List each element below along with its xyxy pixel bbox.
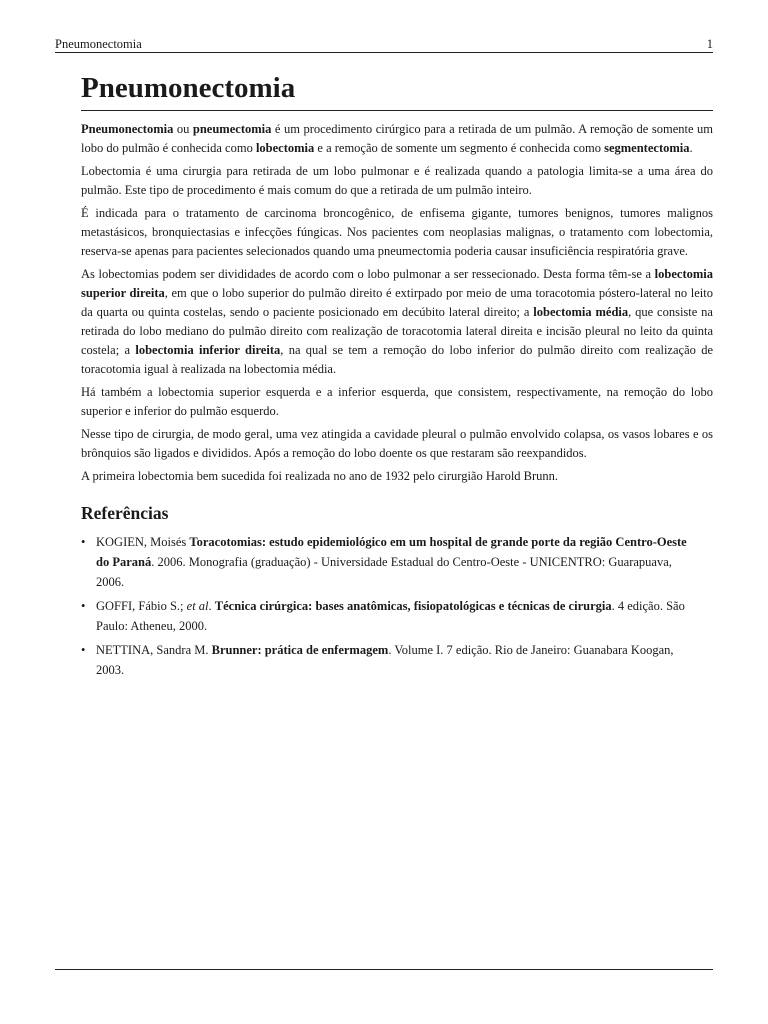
page-number: 1 — [706, 37, 713, 51]
term-segmentectomia: segmentectomia — [604, 141, 690, 155]
paragraph-indications: É indicada para o tratamento de carcinoma broncogênico, de enfisema gigante, tumores benignos, tumores malignos metastásicos, bronquiectasias e infecções fúngicas. Nos pacientes com neoplasias malignas, o tratamento com lobectomia, reserva-se apenas para pacientes selecionados quando uma pneumectomia poderia causar insuficiência respiratória grave. — [81, 206, 713, 258]
term-pneumonectomia: Pneumonectomia — [81, 122, 174, 136]
references-list — [81, 532, 713, 680]
reference-item: • NETTINA, Sandra M. Brunner: prática de enfermagem. Volume I. 7 edição. Rio de Janeiro: Guanabara Koogan, 2003. — [81, 640, 713, 680]
term-pneumectomia: pneumectomia — [192, 122, 272, 136]
page-header — [55, 36, 713, 52]
term-lobectomia-inferior-direita: lobectomia inferior direita — [135, 343, 281, 357]
paragraph-left-lobectomies: Há também a lobectomia superior esquerda e a inferior esquerda, que consistem, respectivamente, na remoção do lobo superior e inferior do pulmão esquerdo. — [81, 385, 713, 418]
paragraph-types: As lobectomias podem ser divididades de acordo com o lobo pulmonar a ser ressecionado. Desta forma têm-se a lobectomia superior direita, em que o lobo superior do pulmão direito é extirpado por meio de uma toracotomia póstero-lateral no leito da quarta ou quinta costelas, sendo o paciente posicionado em decúbito lateral direito; a lobectomia média, que consiste na retirada do lobo mediano do pulmão direito com realização de toracotomia lateral direita e incisão pleural no leito da quinta costela; a lobectomia inferior direita, na qual se tem a remoção do lobo inferior do pulmão direito com realização de toracotomia igual à realizada na lobectomia média. — [81, 267, 713, 376]
header-rule — [55, 52, 713, 53]
paragraph-procedure: Nesse tipo de cirurgia, de modo geral, uma vez atingida a cavidade pleural o pulmão envolvido colapsa, os vasos lobares e os brônquios são ligados e divididos. Após a remoção do lobo doente os que restaram são reexpandidos. — [81, 427, 713, 460]
reference-title: Técnica cirúrgica: bases anatômicas, fisiopatológicas e técnicas de cirurgia — [214, 599, 612, 613]
reference-title: Toracotomias: estudo epidemiológico em um hospital de grande porte da região Centro-Oeste do Paraná — [96, 535, 687, 569]
paragraph-lobectomia: Lobectomia é uma cirurgia para retirada de um lobo pulmonar e é realizada quando a patologia limita-se a uma área do pulmão. Este tipo de procedimento é mais comum do que a retirada de um pulmão inteiro. — [81, 164, 713, 197]
term-lobectomia-superior-direita: lobectomia superior direita — [81, 267, 713, 300]
reference-title: Brunner: prática de enfermagem — [211, 643, 389, 657]
references-heading: Referências — [81, 503, 169, 523]
title-rule — [81, 110, 713, 111]
bullet-icon: • — [81, 535, 86, 549]
reference-item: • GOFFI, Fábio S.; et al. Técnica cirúrgica: bases anatômicas, fisiopatológicas e técnicas de cirurgia. 4 edição. São Paulo: Atheneu, 2000. — [81, 596, 713, 636]
paragraph-intro: Pneumonectomia ou pneumectomia é um procedimento cirúrgico para a retirada de um pulmão. A remoção de somente um lobo do pulmão é conhecida como lobectomia e a remoção de somente um segmento é conhecida como segmentectomia. — [81, 122, 714, 155]
reference-et-al: et al — [186, 599, 209, 613]
running-title: Pneumonectomia — [55, 37, 142, 51]
footer-rule — [55, 969, 713, 970]
article-body — [81, 70, 713, 684]
article-title: Pneumonectomia — [81, 72, 296, 104]
bullet-icon: • — [81, 599, 86, 613]
term-lobectomia: lobectomia — [255, 141, 315, 155]
bullet-icon: • — [81, 643, 86, 657]
term-lobectomia-media: lobectomia média — [533, 305, 629, 319]
reference-item: • KOGIEN, Moisés Toracotomias: estudo epidemiológico em um hospital de grande porte da região Centro-Oeste do Paraná. 2006. Monografia (graduação) - Universidade Estadual do Centro-Oeste - UNICENTRO: Guarapuava, 2006. — [81, 532, 713, 592]
paragraph-history: A primeira lobectomia bem sucedida foi realizada no ano de 1932 pelo cirurgião Harold Brunn. — [81, 469, 559, 483]
